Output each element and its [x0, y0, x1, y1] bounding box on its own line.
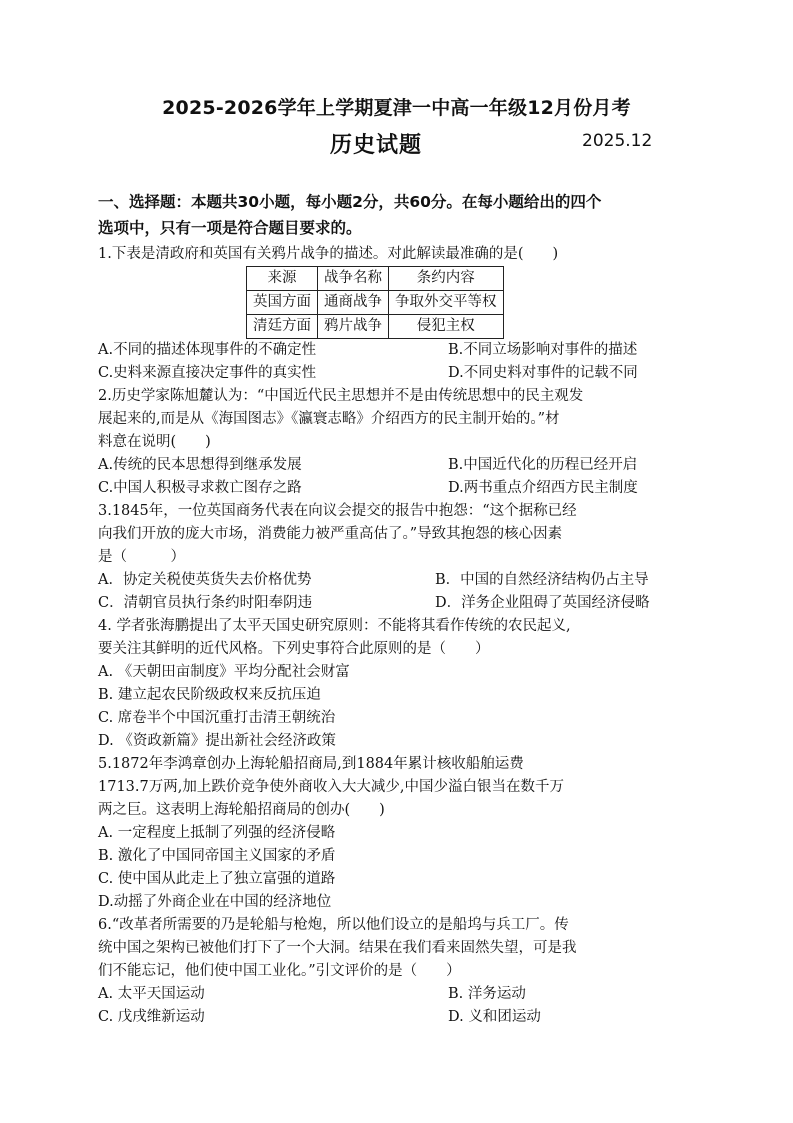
table-cell: 清廷方面: [247, 315, 318, 339]
option-c[interactable]: C.史料来源直接决定事件的真实性: [98, 365, 317, 381]
option-d[interactable]: D. 《资政新篇》提出新社会经济政策: [98, 733, 336, 749]
question-stem-line: 两之巨。这表明上海轮船招商局的创办( ): [98, 802, 385, 818]
option-row: [98, 983, 698, 1006]
option-b[interactable]: B．中国的自然经济结构仍占主导: [435, 572, 649, 588]
question-5: [98, 753, 698, 914]
question-stem-line: 3.1845年，一位英国商务代表在向议会提交的报告中抱怨：“这个据称已经: [98, 503, 577, 519]
question-stem-line: 向我们开放的庞大市场，消费能力被严重高估了。”导致其抱怨的核心因素: [98, 526, 563, 542]
comparison-table: [246, 266, 504, 339]
subject-title: 历史试题: [330, 133, 423, 158]
question-4: [98, 615, 698, 753]
option-a[interactable]: A．协定关税使英货失去价格优势: [98, 572, 312, 588]
option-b[interactable]: B. 洋务运动: [448, 986, 526, 1002]
question-stem-line: 是（ ）: [98, 549, 185, 565]
table-row: [247, 291, 504, 315]
question-3: [98, 500, 698, 615]
question-1: [98, 243, 698, 385]
option-b[interactable]: B. 激化了中国同帝国主义国家的矛盾: [98, 848, 336, 864]
question-2: [98, 385, 698, 500]
table-cell: 侵犯主权: [389, 315, 504, 339]
section-heading-line-2: 选项中，只有一项是符合题目要求的。: [98, 219, 362, 237]
option-row: [98, 569, 698, 592]
table-cell: 争取外交平等权: [389, 291, 504, 315]
section-heading: [98, 189, 698, 241]
exam-title: 2025-2026学年上学期夏津一中高一年级12月份月考: [162, 97, 631, 119]
option-row: [98, 454, 698, 477]
option-c[interactable]: C.中国人积极寻求救亡图存之路: [98, 480, 302, 496]
table-header-cell: 战争名称: [318, 267, 389, 291]
option-a[interactable]: A. 太平天国运动: [98, 986, 205, 1002]
option-d[interactable]: D.不同史料对事件的记载不同: [448, 365, 638, 381]
option-row: [98, 1006, 698, 1029]
option-b[interactable]: B.不同立场影响对事件的描述: [448, 342, 638, 358]
option-row: [98, 339, 698, 362]
question-stem-line: 1713.7万两,加上跌价竞争使外商收入大大减少,中国少溢白银当在数千万: [98, 779, 564, 795]
question-stem-line: 2.历史学家陈旭麓认为：“中国近代民主思想并不是由传统思想中的民主观发: [98, 388, 584, 404]
option-d[interactable]: D.两书重点介绍西方民主制度: [448, 480, 638, 496]
table-cell: 通商战争: [318, 291, 389, 315]
question-stem-line: 1.下表是清政府和英国有关鸦片战争的描述。对此解读最准确的是( ): [98, 246, 559, 262]
question-6: [98, 914, 698, 1029]
question-stem-line: 统中国之架构已被他们打下了一个大洞。结果在我们看来固然失望，可是我: [98, 940, 577, 956]
question-stem-line: 们不能忘记，他们使中国工业化。”引文评价的是（ ）: [98, 963, 461, 979]
option-d[interactable]: D.动摇了外商企业在中国的经济地位: [98, 894, 332, 910]
table-header-row: [247, 267, 504, 291]
question-stem-line: 6.“改革者所需要的乃是轮船与枪炮，所以他们设立的是船坞与兵工厂。传: [98, 917, 569, 933]
option-a[interactable]: A. 一定程度上抵制了列强的经济侵略: [98, 825, 336, 841]
table-cell: 英国方面: [247, 291, 318, 315]
option-row: [98, 362, 698, 385]
option-b[interactable]: B. 建立起农民阶级政权来反抗压迫: [98, 687, 321, 703]
option-d[interactable]: D．洋务企业阻碍了英国经济侵略: [435, 595, 650, 611]
exam-date: 2025.12: [582, 131, 653, 151]
option-c[interactable]: C. 使中国从此走上了独立富强的道路: [98, 871, 336, 887]
section-heading-line-1: 一、选择题：本题共30小题，每小题2分，共60分。在每小题给出的四个: [98, 193, 602, 211]
option-a[interactable]: A. 《天朝田亩制度》平均分配社会财富: [98, 664, 350, 680]
option-c[interactable]: C．清朝官员执行条约时阳奉阴违: [98, 595, 313, 611]
option-c[interactable]: C. 戊戌维新运动: [98, 1009, 205, 1025]
option-d[interactable]: D. 义和团运动: [448, 1009, 541, 1025]
question-stem-line: 要关注其鲜明的近代风格。下列史事符合此原则的是（ ）: [98, 641, 490, 657]
table-row: [247, 315, 504, 339]
option-row: [98, 592, 698, 615]
question-stem-line: 展起来的,而是从《海国图志》《瀛寰志略》介绍西方的民主制开始的。”材: [98, 411, 560, 427]
option-a[interactable]: A.不同的描述体现事件的不确定性: [98, 342, 317, 358]
option-b[interactable]: B.中国近代化的历程已经开启: [448, 457, 638, 473]
table-header-cell: 来源: [247, 267, 318, 291]
option-row: [98, 477, 698, 500]
question-stem-line: 料意在说明( ): [98, 434, 211, 450]
table-header-cell: 条约内容: [389, 267, 504, 291]
table-cell: 鸦片战争: [318, 315, 389, 339]
question-stem-line: 4. 学者张海鹏提出了太平天国史研究原则：不能将其看作传统的农民起义,: [98, 618, 571, 634]
option-a[interactable]: A.传统的民本思想得到继承发展: [98, 457, 302, 473]
question-stem-line: 5.1872年李鸿章创办上海轮船招商局,到1884年累计核收船舶运费: [98, 756, 524, 772]
question-list: [98, 243, 698, 1029]
option-c[interactable]: C. 席卷半个中国沉重打击清王朝统治: [98, 710, 336, 726]
